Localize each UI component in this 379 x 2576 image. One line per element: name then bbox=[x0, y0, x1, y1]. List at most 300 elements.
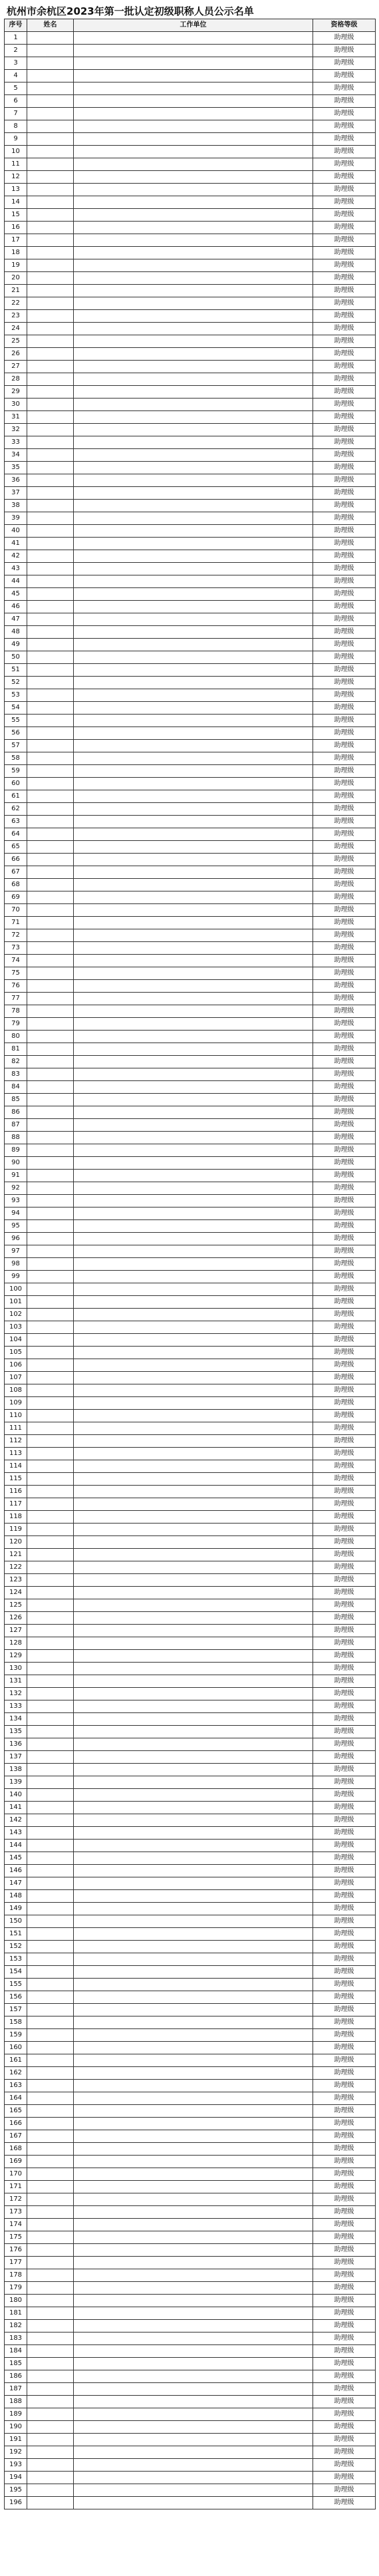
table-row bbox=[5, 854, 376, 866]
row-no: 10 bbox=[5, 146, 27, 158]
row-company bbox=[74, 1094, 313, 1106]
row-name bbox=[27, 171, 74, 184]
table-row bbox=[5, 1574, 376, 1587]
row-no: 179 bbox=[5, 2282, 27, 2295]
row-company bbox=[74, 272, 313, 285]
row-level: 助理级 bbox=[313, 1422, 376, 1435]
row-level: 助理级 bbox=[313, 1713, 376, 1726]
row-company bbox=[74, 740, 313, 752]
row-company bbox=[74, 2016, 313, 2029]
row-no: 14 bbox=[5, 196, 27, 209]
row-name bbox=[27, 765, 74, 778]
row-company bbox=[74, 1473, 313, 1486]
row-level: 助理级 bbox=[313, 664, 376, 677]
row-company bbox=[74, 2396, 313, 2408]
row-name bbox=[27, 2497, 74, 2509]
row-no: 42 bbox=[5, 550, 27, 563]
row-level: 助理级 bbox=[313, 297, 376, 310]
row-level: 助理级 bbox=[313, 538, 376, 550]
row-company bbox=[74, 1422, 313, 1435]
table-row bbox=[5, 424, 376, 436]
row-company bbox=[74, 2459, 313, 2472]
row-company bbox=[74, 790, 313, 803]
table-row bbox=[5, 2257, 376, 2269]
row-name bbox=[27, 727, 74, 740]
row-no: 20 bbox=[5, 272, 27, 285]
table-row bbox=[5, 1764, 376, 1776]
row-level: 助理级 bbox=[313, 929, 376, 942]
table-row bbox=[5, 500, 376, 512]
row-level: 助理级 bbox=[313, 967, 376, 980]
row-level: 助理级 bbox=[313, 272, 376, 285]
row-level: 助理级 bbox=[313, 752, 376, 765]
row-company bbox=[74, 904, 313, 917]
row-name bbox=[27, 917, 74, 929]
row-level: 助理级 bbox=[313, 2333, 376, 2345]
row-no: 177 bbox=[5, 2257, 27, 2269]
table-row bbox=[5, 234, 376, 247]
table-row bbox=[5, 1827, 376, 1840]
row-no: 105 bbox=[5, 1347, 27, 1359]
table-row bbox=[5, 2206, 376, 2219]
row-company bbox=[74, 929, 313, 942]
row-no: 100 bbox=[5, 1283, 27, 1296]
row-no: 53 bbox=[5, 689, 27, 702]
row-level: 助理级 bbox=[313, 2206, 376, 2219]
row-level: 助理级 bbox=[313, 1612, 376, 1625]
row-no: 27 bbox=[5, 361, 27, 373]
row-no: 73 bbox=[5, 942, 27, 955]
table-row bbox=[5, 778, 376, 790]
row-company bbox=[74, 2446, 313, 2459]
row-company bbox=[74, 702, 313, 715]
row-no: 44 bbox=[5, 575, 27, 588]
row-company bbox=[74, 1321, 313, 1334]
table-row bbox=[5, 2080, 376, 2092]
row-no: 158 bbox=[5, 2016, 27, 2029]
row-company bbox=[74, 538, 313, 550]
row-no: 122 bbox=[5, 1561, 27, 1574]
row-level: 助理级 bbox=[313, 310, 376, 323]
table-row bbox=[5, 803, 376, 816]
row-level: 助理级 bbox=[313, 1524, 376, 1536]
table-row bbox=[5, 487, 376, 500]
table-row bbox=[5, 1738, 376, 1751]
table-row bbox=[5, 1258, 376, 1271]
row-level: 助理级 bbox=[313, 2143, 376, 2156]
table-row bbox=[5, 2181, 376, 2193]
row-company bbox=[74, 373, 313, 386]
row-no: 151 bbox=[5, 1928, 27, 1941]
row-company bbox=[74, 689, 313, 702]
row-no: 128 bbox=[5, 1637, 27, 1650]
table-row bbox=[5, 1903, 376, 1915]
row-no: 86 bbox=[5, 1106, 27, 1119]
row-level: 助理级 bbox=[313, 386, 376, 399]
row-level: 助理级 bbox=[313, 158, 376, 171]
row-level: 助理级 bbox=[313, 133, 376, 146]
row-company bbox=[74, 2370, 313, 2383]
row-level: 助理级 bbox=[313, 1915, 376, 1928]
row-company bbox=[74, 1625, 313, 1637]
row-level: 助理级 bbox=[313, 1536, 376, 1549]
row-no: 30 bbox=[5, 399, 27, 411]
row-level: 助理级 bbox=[313, 639, 376, 651]
row-name bbox=[27, 2484, 74, 2497]
table-row bbox=[5, 929, 376, 942]
row-no: 143 bbox=[5, 1827, 27, 1840]
row-no: 11 bbox=[5, 158, 27, 171]
row-no: 174 bbox=[5, 2219, 27, 2231]
row-company bbox=[74, 1233, 313, 1245]
row-level: 助理级 bbox=[313, 1233, 376, 1245]
table-row bbox=[5, 2016, 376, 2029]
row-company bbox=[74, 222, 313, 234]
row-no: 146 bbox=[5, 1865, 27, 1877]
row-no: 34 bbox=[5, 449, 27, 462]
table-row bbox=[5, 2282, 376, 2295]
row-company bbox=[74, 1119, 313, 1132]
row-company bbox=[74, 196, 313, 209]
row-name bbox=[27, 2307, 74, 2320]
row-level: 助理级 bbox=[313, 1081, 376, 1094]
row-level: 助理级 bbox=[313, 2320, 376, 2333]
table-row bbox=[5, 1549, 376, 1561]
row-name bbox=[27, 854, 74, 866]
row-level: 助理级 bbox=[313, 2421, 376, 2434]
table-row bbox=[5, 2320, 376, 2333]
row-name bbox=[27, 613, 74, 626]
row-name bbox=[27, 2434, 74, 2446]
row-no: 176 bbox=[5, 2244, 27, 2257]
table-row bbox=[5, 1106, 376, 1119]
row-name bbox=[27, 323, 74, 335]
row-company bbox=[74, 2168, 313, 2181]
row-level: 助理级 bbox=[313, 2105, 376, 2118]
row-no: 58 bbox=[5, 752, 27, 765]
row-name bbox=[27, 1625, 74, 1637]
row-company bbox=[74, 816, 313, 828]
row-no: 57 bbox=[5, 740, 27, 752]
row-level: 助理级 bbox=[313, 1132, 376, 1144]
row-name bbox=[27, 1979, 74, 1991]
row-name bbox=[27, 2472, 74, 2484]
row-no: 103 bbox=[5, 1321, 27, 1334]
row-company bbox=[74, 575, 313, 588]
row-no: 152 bbox=[5, 1941, 27, 1953]
row-company bbox=[74, 1675, 313, 1688]
row-no: 56 bbox=[5, 727, 27, 740]
row-name bbox=[27, 575, 74, 588]
row-no: 6 bbox=[5, 95, 27, 108]
table-row bbox=[5, 2130, 376, 2143]
row-name bbox=[27, 361, 74, 373]
row-no: 15 bbox=[5, 209, 27, 222]
table-row bbox=[5, 1081, 376, 1094]
row-level: 助理级 bbox=[313, 1549, 376, 1561]
row-level: 助理级 bbox=[313, 715, 376, 727]
row-name bbox=[27, 1966, 74, 1979]
row-name bbox=[27, 2282, 74, 2295]
table-row bbox=[5, 1802, 376, 1814]
row-level: 助理级 bbox=[313, 1220, 376, 1233]
row-no: 61 bbox=[5, 790, 27, 803]
row-level: 助理级 bbox=[313, 689, 376, 702]
row-company bbox=[74, 1941, 313, 1953]
table-row bbox=[5, 70, 376, 82]
row-no: 194 bbox=[5, 2472, 27, 2484]
table-row bbox=[5, 146, 376, 158]
row-no: 43 bbox=[5, 563, 27, 575]
row-name bbox=[27, 184, 74, 196]
table-row bbox=[5, 1587, 376, 1599]
row-level: 助理级 bbox=[313, 1688, 376, 1700]
row-no: 21 bbox=[5, 285, 27, 297]
row-no: 126 bbox=[5, 1612, 27, 1625]
row-name bbox=[27, 1738, 74, 1751]
table-row bbox=[5, 601, 376, 613]
row-no: 99 bbox=[5, 1271, 27, 1283]
row-company bbox=[74, 613, 313, 626]
table-row bbox=[5, 2358, 376, 2370]
row-level: 助理级 bbox=[313, 1890, 376, 1903]
row-name bbox=[27, 209, 74, 222]
table-row bbox=[5, 436, 376, 449]
row-no: 104 bbox=[5, 1334, 27, 1347]
row-name bbox=[27, 82, 74, 95]
row-no: 133 bbox=[5, 1700, 27, 1713]
table-row bbox=[5, 2269, 376, 2282]
row-no: 68 bbox=[5, 879, 27, 891]
row-company bbox=[74, 2130, 313, 2143]
row-level: 助理级 bbox=[313, 550, 376, 563]
row-company bbox=[74, 778, 313, 790]
row-name bbox=[27, 689, 74, 702]
row-level: 助理级 bbox=[313, 323, 376, 335]
row-name bbox=[27, 1005, 74, 1018]
row-name bbox=[27, 1068, 74, 1081]
row-name bbox=[27, 1195, 74, 1208]
row-name bbox=[27, 942, 74, 955]
row-name bbox=[27, 1903, 74, 1915]
row-level: 助理级 bbox=[313, 1347, 376, 1359]
table-row bbox=[5, 45, 376, 57]
table-row bbox=[5, 1966, 376, 1979]
row-company bbox=[74, 95, 313, 108]
table-row bbox=[5, 2092, 376, 2105]
row-company bbox=[74, 1612, 313, 1625]
row-no: 72 bbox=[5, 929, 27, 942]
row-name bbox=[27, 474, 74, 487]
row-no: 62 bbox=[5, 803, 27, 816]
row-name bbox=[27, 2446, 74, 2459]
row-no: 7 bbox=[5, 108, 27, 120]
row-level: 助理级 bbox=[313, 1410, 376, 1422]
table-row bbox=[5, 613, 376, 626]
row-no: 161 bbox=[5, 2054, 27, 2067]
table-row bbox=[5, 2219, 376, 2231]
table-row bbox=[5, 32, 376, 45]
row-company bbox=[74, 2244, 313, 2257]
table-body bbox=[5, 32, 376, 2509]
row-level: 助理级 bbox=[313, 1157, 376, 1170]
row-no: 102 bbox=[5, 1309, 27, 1321]
row-company bbox=[74, 2257, 313, 2269]
row-company bbox=[74, 171, 313, 184]
row-level: 助理级 bbox=[313, 1460, 376, 1473]
row-company bbox=[74, 2105, 313, 2118]
row-level: 助理级 bbox=[313, 399, 376, 411]
row-level: 助理级 bbox=[313, 108, 376, 120]
row-no: 164 bbox=[5, 2092, 27, 2105]
row-level: 助理级 bbox=[313, 1309, 376, 1321]
table-row bbox=[5, 82, 376, 95]
table-row bbox=[5, 967, 376, 980]
row-no: 139 bbox=[5, 1776, 27, 1789]
row-company bbox=[74, 1574, 313, 1587]
row-no: 142 bbox=[5, 1814, 27, 1827]
row-name bbox=[27, 1688, 74, 1700]
row-no: 63 bbox=[5, 816, 27, 828]
row-name bbox=[27, 196, 74, 209]
row-level: 助理级 bbox=[313, 2345, 376, 2358]
table-row bbox=[5, 1890, 376, 1903]
row-company bbox=[74, 234, 313, 247]
row-level: 助理级 bbox=[313, 2080, 376, 2092]
row-company bbox=[74, 323, 313, 335]
row-company bbox=[74, 462, 313, 474]
row-level: 助理级 bbox=[313, 1144, 376, 1157]
row-level: 助理级 bbox=[313, 2396, 376, 2408]
row-company bbox=[74, 2345, 313, 2358]
table-row bbox=[5, 1979, 376, 1991]
row-company bbox=[74, 57, 313, 70]
row-no: 182 bbox=[5, 2320, 27, 2333]
table-row bbox=[5, 1043, 376, 1056]
row-no: 153 bbox=[5, 1953, 27, 1966]
row-no: 97 bbox=[5, 1245, 27, 1258]
row-no: 189 bbox=[5, 2408, 27, 2421]
row-company bbox=[74, 1979, 313, 1991]
row-level: 助理级 bbox=[313, 677, 376, 689]
row-level: 助理级 bbox=[313, 120, 376, 133]
row-level: 助理级 bbox=[313, 904, 376, 917]
row-no: 78 bbox=[5, 1005, 27, 1018]
row-name bbox=[27, 1915, 74, 1928]
row-name bbox=[27, 449, 74, 462]
row-level: 助理级 bbox=[313, 1170, 376, 1182]
table-row bbox=[5, 1347, 376, 1359]
row-name bbox=[27, 2219, 74, 2231]
row-name bbox=[27, 1751, 74, 1764]
row-name bbox=[27, 1637, 74, 1650]
row-company bbox=[74, 1132, 313, 1144]
row-level: 助理级 bbox=[313, 803, 376, 816]
row-level: 助理级 bbox=[313, 702, 376, 715]
row-name bbox=[27, 1827, 74, 1840]
row-level: 助理级 bbox=[313, 2257, 376, 2269]
table-row bbox=[5, 816, 376, 828]
row-company bbox=[74, 955, 313, 967]
row-name bbox=[27, 2383, 74, 2396]
table-row bbox=[5, 247, 376, 259]
row-level: 助理级 bbox=[313, 32, 376, 45]
row-no: 81 bbox=[5, 1043, 27, 1056]
row-level: 助理级 bbox=[313, 2282, 376, 2295]
row-level: 助理级 bbox=[313, 1372, 376, 1384]
table-row bbox=[5, 1321, 376, 1334]
table-row bbox=[5, 108, 376, 120]
row-name bbox=[27, 993, 74, 1005]
row-level: 助理级 bbox=[313, 2484, 376, 2497]
row-company bbox=[74, 2421, 313, 2434]
table-row bbox=[5, 2484, 376, 2497]
table-row bbox=[5, 335, 376, 348]
row-name bbox=[27, 2118, 74, 2130]
row-level: 助理级 bbox=[313, 146, 376, 158]
row-no: 138 bbox=[5, 1764, 27, 1776]
row-level: 助理级 bbox=[313, 601, 376, 613]
row-name bbox=[27, 373, 74, 386]
row-level: 助理级 bbox=[313, 1334, 376, 1347]
row-no: 106 bbox=[5, 1359, 27, 1372]
row-level: 助理级 bbox=[313, 879, 376, 891]
row-level: 助理级 bbox=[313, 1435, 376, 1448]
row-name bbox=[27, 1599, 74, 1612]
row-level: 助理级 bbox=[313, 247, 376, 259]
table-row bbox=[5, 2231, 376, 2244]
row-no: 118 bbox=[5, 1511, 27, 1524]
row-name bbox=[27, 2206, 74, 2219]
row-level: 助理级 bbox=[313, 778, 376, 790]
row-company bbox=[74, 1347, 313, 1359]
table-row bbox=[5, 2459, 376, 2472]
row-no: 91 bbox=[5, 1170, 27, 1182]
row-level: 助理级 bbox=[313, 2156, 376, 2168]
table-row bbox=[5, 550, 376, 563]
row-level: 助理级 bbox=[313, 2383, 376, 2396]
row-no: 96 bbox=[5, 1233, 27, 1245]
row-level: 助理级 bbox=[313, 828, 376, 841]
row-company bbox=[74, 108, 313, 120]
row-no: 65 bbox=[5, 841, 27, 854]
table-row bbox=[5, 1018, 376, 1031]
row-no: 175 bbox=[5, 2231, 27, 2244]
row-no: 95 bbox=[5, 1220, 27, 1233]
row-no: 5 bbox=[5, 82, 27, 95]
row-company bbox=[74, 1106, 313, 1119]
row-level: 助理级 bbox=[313, 82, 376, 95]
table-row bbox=[5, 184, 376, 196]
row-no: 127 bbox=[5, 1625, 27, 1637]
row-no: 149 bbox=[5, 1903, 27, 1915]
row-level: 助理级 bbox=[313, 512, 376, 525]
row-level: 助理级 bbox=[313, 1208, 376, 1220]
row-company bbox=[74, 2320, 313, 2333]
row-level: 助理级 bbox=[313, 45, 376, 57]
row-no: 1 bbox=[5, 32, 27, 45]
row-company bbox=[74, 967, 313, 980]
table-row bbox=[5, 1031, 376, 1043]
row-no: 69 bbox=[5, 891, 27, 904]
row-company bbox=[74, 1587, 313, 1599]
row-name bbox=[27, 133, 74, 146]
table-row bbox=[5, 158, 376, 171]
row-no: 191 bbox=[5, 2434, 27, 2446]
row-level: 助理级 bbox=[313, 1384, 376, 1397]
row-name bbox=[27, 1334, 74, 1347]
row-company bbox=[74, 361, 313, 373]
